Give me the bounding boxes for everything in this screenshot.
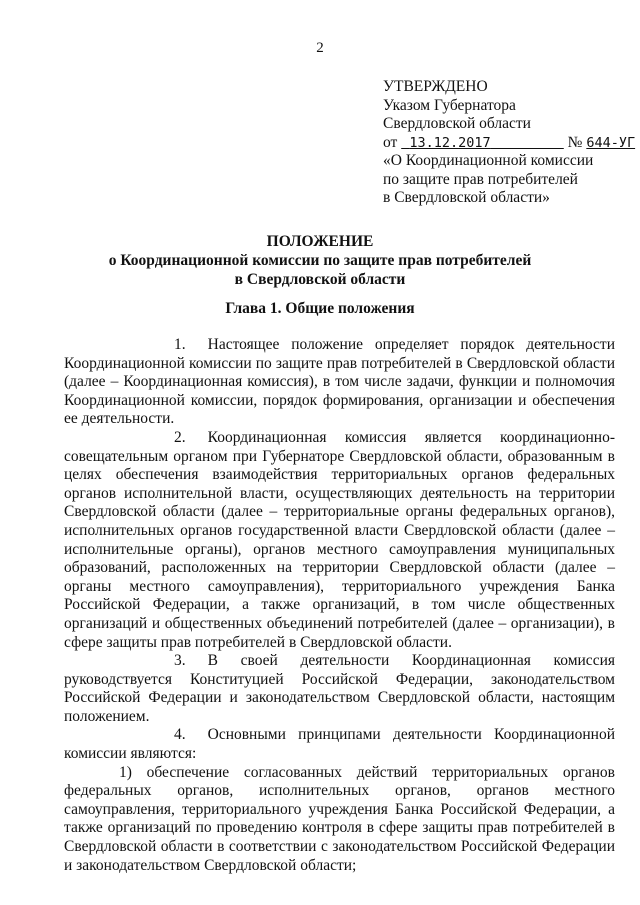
approval-date-prefix: от: [383, 133, 398, 151]
approval-date: 13.12.2017: [409, 134, 491, 151]
paragraph-text: 1) обеспечение согласованных действий территориальных органов федеральных органов, исполнительных органов, органов местного самоуправления, территориального учреждения Банка Российской Федерации, а также организаций по проведению контроля в сфере защиты прав потребителей в Свердловской области в соответствии с законодательством Российской Федерации и законодательством Свердловской области;: [64, 763, 615, 874]
approval-title-line-3: в Свердловской области»: [383, 189, 550, 206]
document-subtitle-line-2: в Свердловской области: [234, 271, 406, 288]
paragraph-text: Координационная комиссия является координационно-совещательным органом при Губернаторе Свердловской области, образованным в целях обеспечения взаимодействия территориальных органов федеральных органов исполнительной власти, осуществляющих деятельность на территории Свердловской области (далее – территориальные органы федеральных органов), исполнительных органов государственной власти Свердловской области (далее – исполнительные органы), органов местного самоуправления муниципальных образований, расположенных на территории Свердловской области (далее – органы местного самоуправления), территориального учреждения Банка Российской Федерации, а также организаций, в том числе общественных организаций и общественных объединений потребителей (далее – организации), в сфере защиты прав потребителей в Свердловской области.: [64, 428, 615, 651]
paragraph-number: 1.: [174, 336, 186, 353]
approval-decree: Указом Губернатора: [383, 96, 516, 114]
paragraph: [64, 764, 615, 876]
approval-date-line: [383, 134, 635, 153]
document-body: [64, 336, 615, 875]
approval-stamp: УТВЕРЖДЕНО: [383, 78, 488, 95]
paragraph: [64, 336, 615, 429]
paragraph-text: Основными принципами деятельности Координационной комиссии являются:: [64, 726, 615, 763]
paragraph-text: В своей деятельности Координационная комиссия руководствуется Конституцией Российской Федерации, законодательством Российской Федерации и законодательством Свердловской области, настоящим положением.: [64, 652, 615, 725]
document-subtitle-line-1: о Координационной комиссии по защите прав потребителей: [108, 252, 532, 269]
chapter-title: Глава 1. Общие положения: [225, 300, 415, 317]
paragraph: [64, 652, 615, 726]
approval-block: [383, 78, 635, 208]
document-title: ПОЛОЖЕНИЕ: [266, 233, 374, 250]
approval-number-prefix: №: [567, 133, 583, 151]
paragraph: [64, 726, 615, 763]
paragraph: [64, 429, 615, 652]
page-number: 2: [316, 40, 324, 56]
paragraph-number: 4.: [174, 726, 186, 744]
document-heading: [0, 232, 640, 289]
paragraph-number: 3.: [174, 652, 186, 670]
paragraph-number: 2.: [174, 428, 186, 446]
approval-title-line-1: «О Координационной комиссии: [383, 152, 594, 169]
paragraph-text: Настоящее положение определяет порядок деятельности Координационной комиссии по защите прав потребителей в Свердловской области (далее – Координационная комиссия), в том числе задачи, функции и полномочия Координационной комиссии, порядок формирования, организации и обеспечения ее деятельности.: [64, 336, 615, 428]
approval-region: Свердловской области: [383, 115, 531, 132]
approval-title-line-2: по защите прав потребителей: [383, 170, 578, 188]
approval-number: 644-УГ: [586, 134, 636, 151]
